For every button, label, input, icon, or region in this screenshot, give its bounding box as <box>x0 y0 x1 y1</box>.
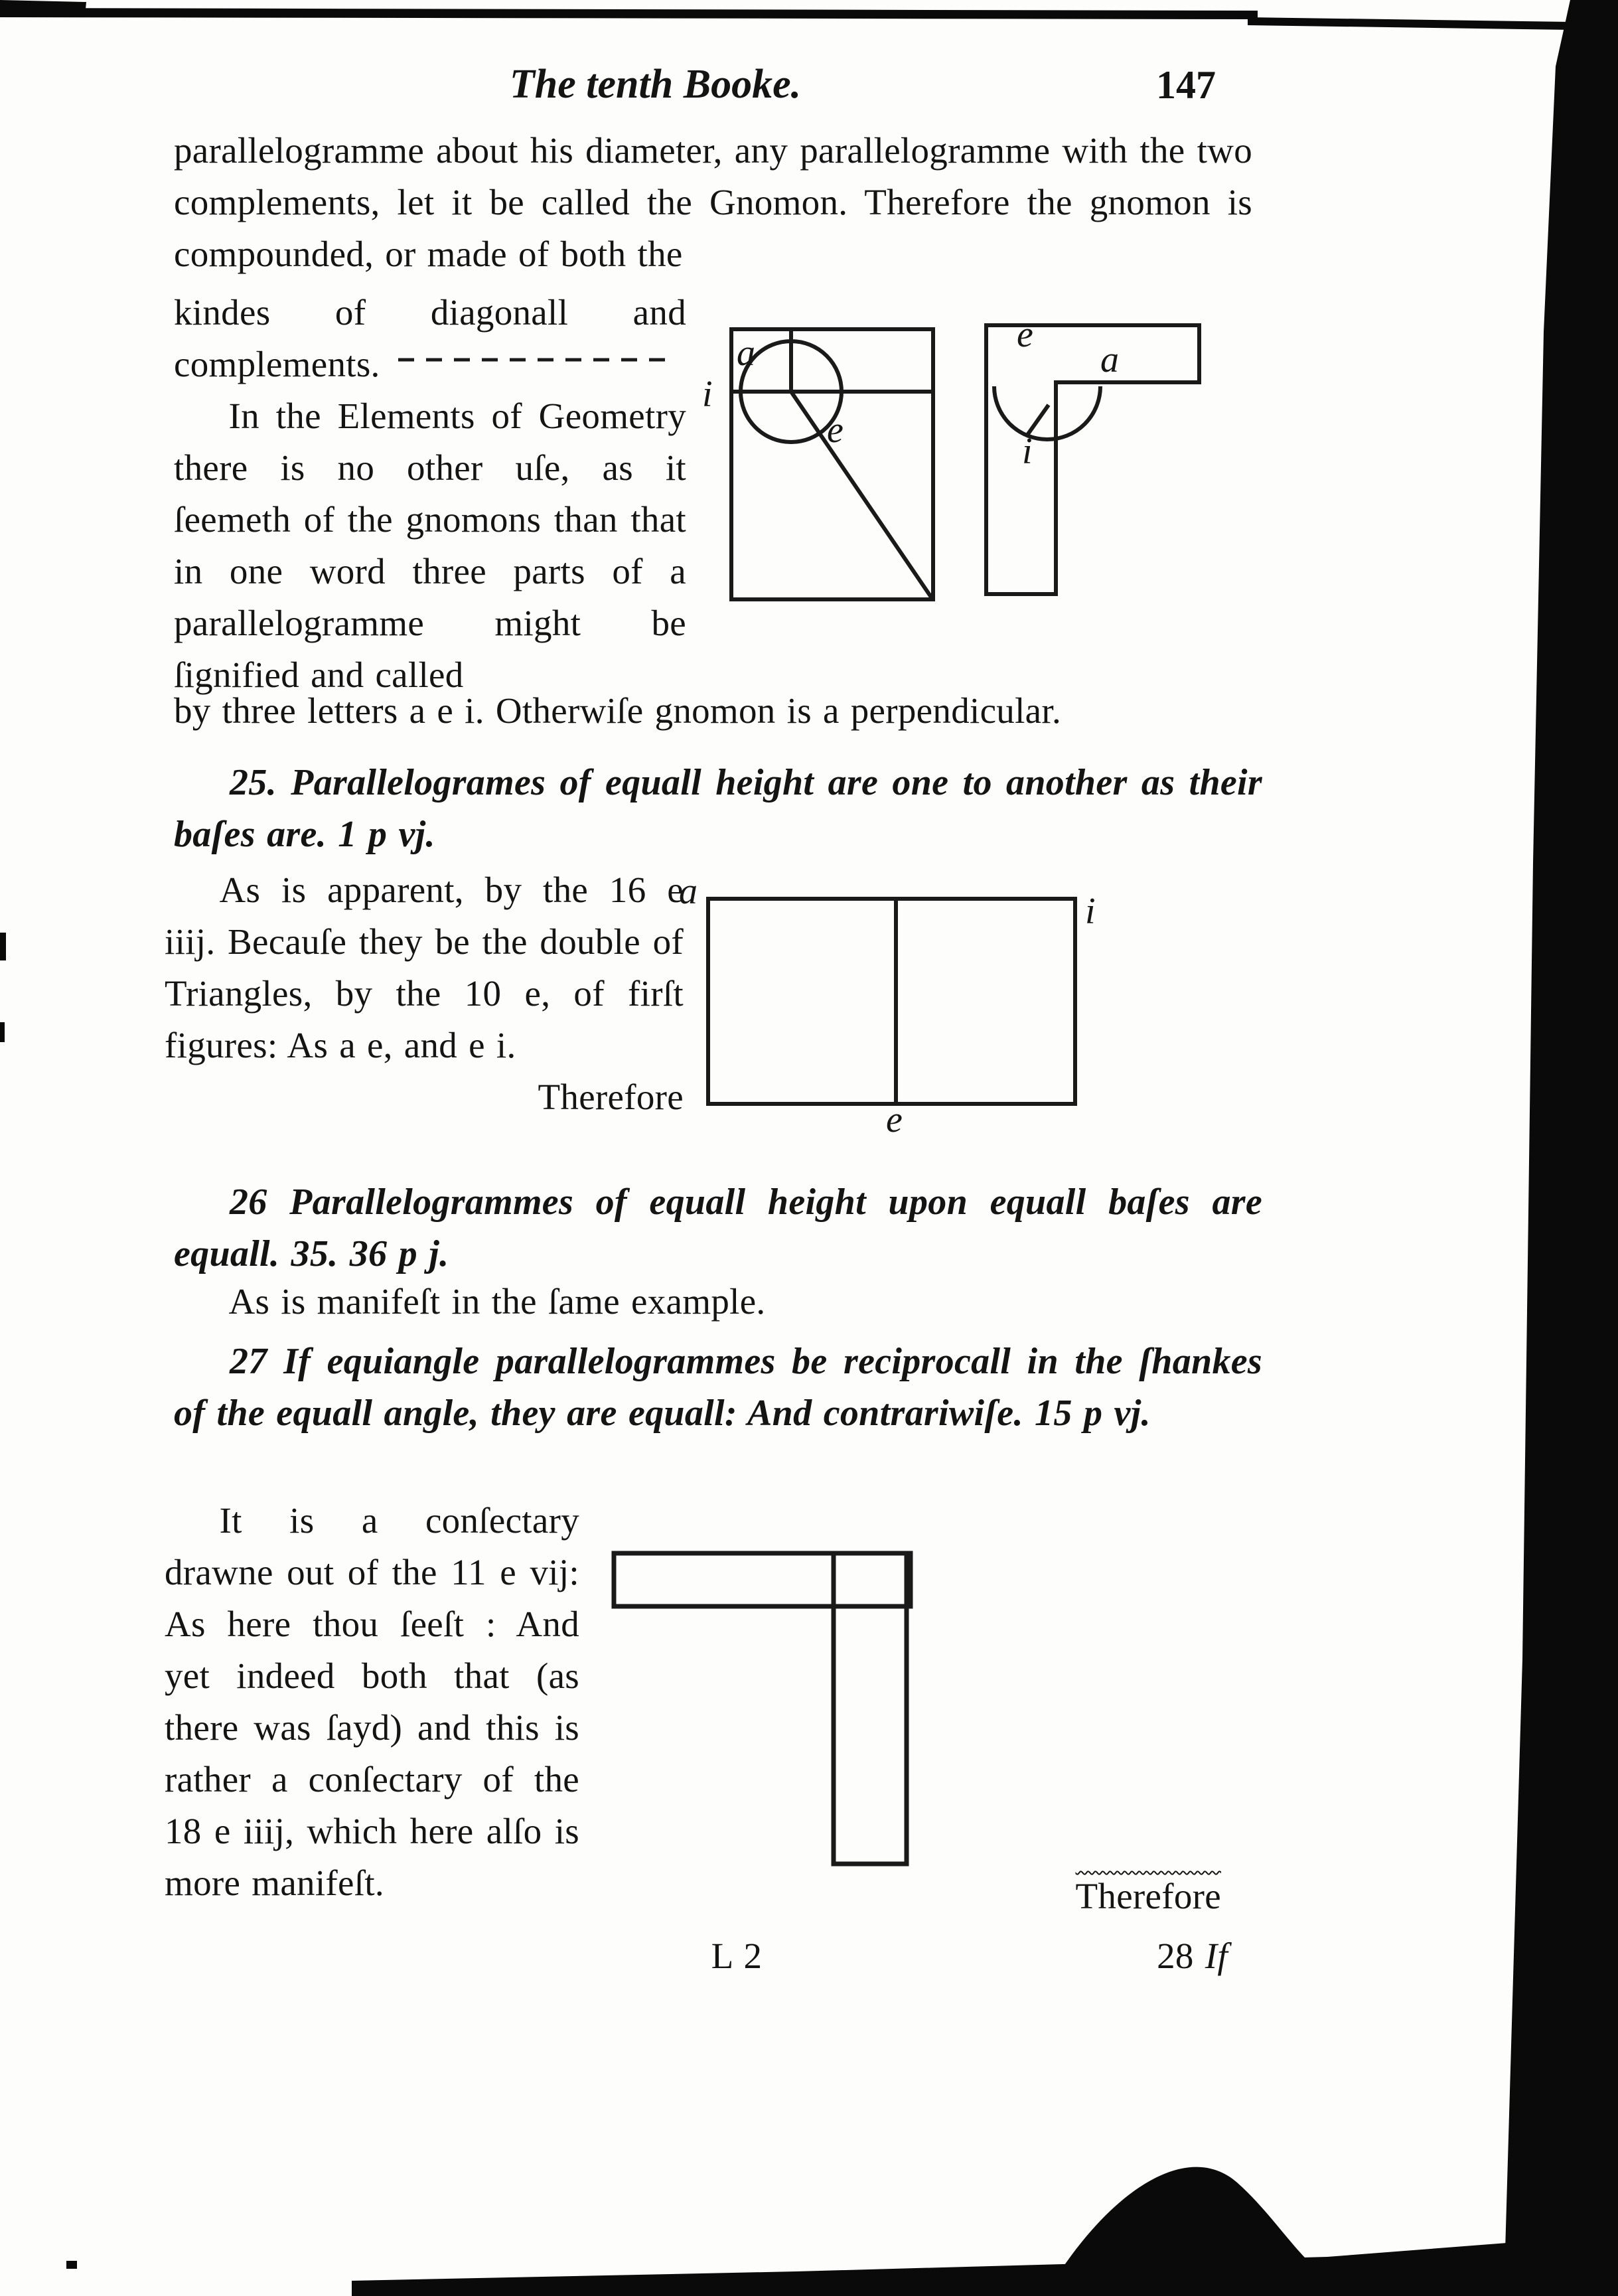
fig1-gnomon-arc <box>994 386 1100 439</box>
fig2-label-a: a <box>679 871 698 912</box>
fig1-diameter-diagonal <box>791 392 932 598</box>
scan-edge-right <box>1504 0 1618 2296</box>
scan-edge-bottom <box>352 2234 1618 2296</box>
paragraph-three-letters: by three letters a e i. Otherwiſe gnomon is a perpendicular. <box>174 690 1062 731</box>
section-25-body: As is apparent, by the 16 e iiij. Becauſe they be the double of Triangles, by the 10 e, of firſt figures: As a e, and e i. <box>165 870 684 1065</box>
fig1-label-a: a <box>737 333 755 374</box>
section-25-heading: 25. Parallelogrames of equall height are one to another as their baſes are. 1 p vj. <box>174 762 1262 855</box>
section-26-heading: 26 Parallelogrammes of equall height upon equall baſes are equall. 35. 36 p j. <box>174 1182 1262 1274</box>
fig2-label-i: i <box>1085 891 1096 932</box>
section-27-heading: 27 If equiangle parallelogrammes be reciprocall in the ſhankes of the equall angle, they are equall: And contrariwiſe. 15 p vj. <box>174 1341 1262 1434</box>
scan-speck-left-edge-2 <box>0 1022 5 1042</box>
running-head-title: The tenth Booke. <box>509 62 802 107</box>
scan-speck-left-edge <box>0 933 6 960</box>
catchword <box>1062 1930 1228 1982</box>
signature-mark: L 2 <box>711 1936 763 1976</box>
paragraph-gnomon-wrap: kindes of diagonall and complements. <box>174 292 686 384</box>
section-27-body: It is a conſectary drawne out of the 11 e vij: As here thou ſeeſt : And yet indeed both that (as there was ſayd) and this is rather a conſectary of the 18 e iiij, which here alſo is more manifeſt. <box>165 1500 579 1903</box>
fig1-gnomon-label-e: e <box>1017 314 1033 355</box>
fig1-gnomon-label-a: a <box>1100 339 1119 380</box>
scan-speck-bottom-left <box>66 2261 77 2269</box>
catchword-word: If <box>1205 1936 1228 1976</box>
fig1-label-e: e <box>827 410 844 451</box>
fig1-gnomon-label-i: i <box>1022 431 1033 472</box>
scan-edge-top <box>0 8 1258 19</box>
paragraph-gnomon-definition: parallelogramme about his diameter, any parallelogramme with the two complements, let it be called the Gnomon. Therefore the gnomon is compounded, or made of both the <box>174 130 1252 274</box>
section-26-body: As is manifeſt in the ſame example. <box>228 1281 766 1322</box>
fig1-gnomon-outline <box>986 325 1199 594</box>
figure-gnomon-shape <box>607 1543 932 1875</box>
section-25-catchword: Therefore <box>538 1077 684 1117</box>
footer-therefore: Therefore <box>1075 1876 1221 1916</box>
fig2-label-e: e <box>886 1099 903 1140</box>
column-beside-figure1 <box>174 287 686 701</box>
scan-mark-top-left <box>0 0 86 16</box>
scan-edge-top-right <box>1248 17 1618 31</box>
fig3-horizontal-bar <box>614 1553 911 1606</box>
column-beside-figure2 <box>165 864 684 1123</box>
figure-parallelogram-equal-bases <box>674 866 1132 1142</box>
paragraph-elements-of-geometry: In the Elements of Geometry there is no other uſe, as it ſeemeth of the gnomons than that in one word three parts of a parallelogramme might be ſignified and called <box>174 396 686 695</box>
page-number: 147 <box>1156 63 1216 107</box>
catchword-number: 28 <box>1157 1936 1194 1976</box>
fig3-vertical-bar <box>834 1553 907 1864</box>
scan-blob-bottom <box>1057 2167 1326 2277</box>
fig2-rectangle-outline <box>708 899 1075 1104</box>
fig1-label-i: i <box>702 374 713 415</box>
figure-gnomon-diagrams <box>690 299 1228 611</box>
